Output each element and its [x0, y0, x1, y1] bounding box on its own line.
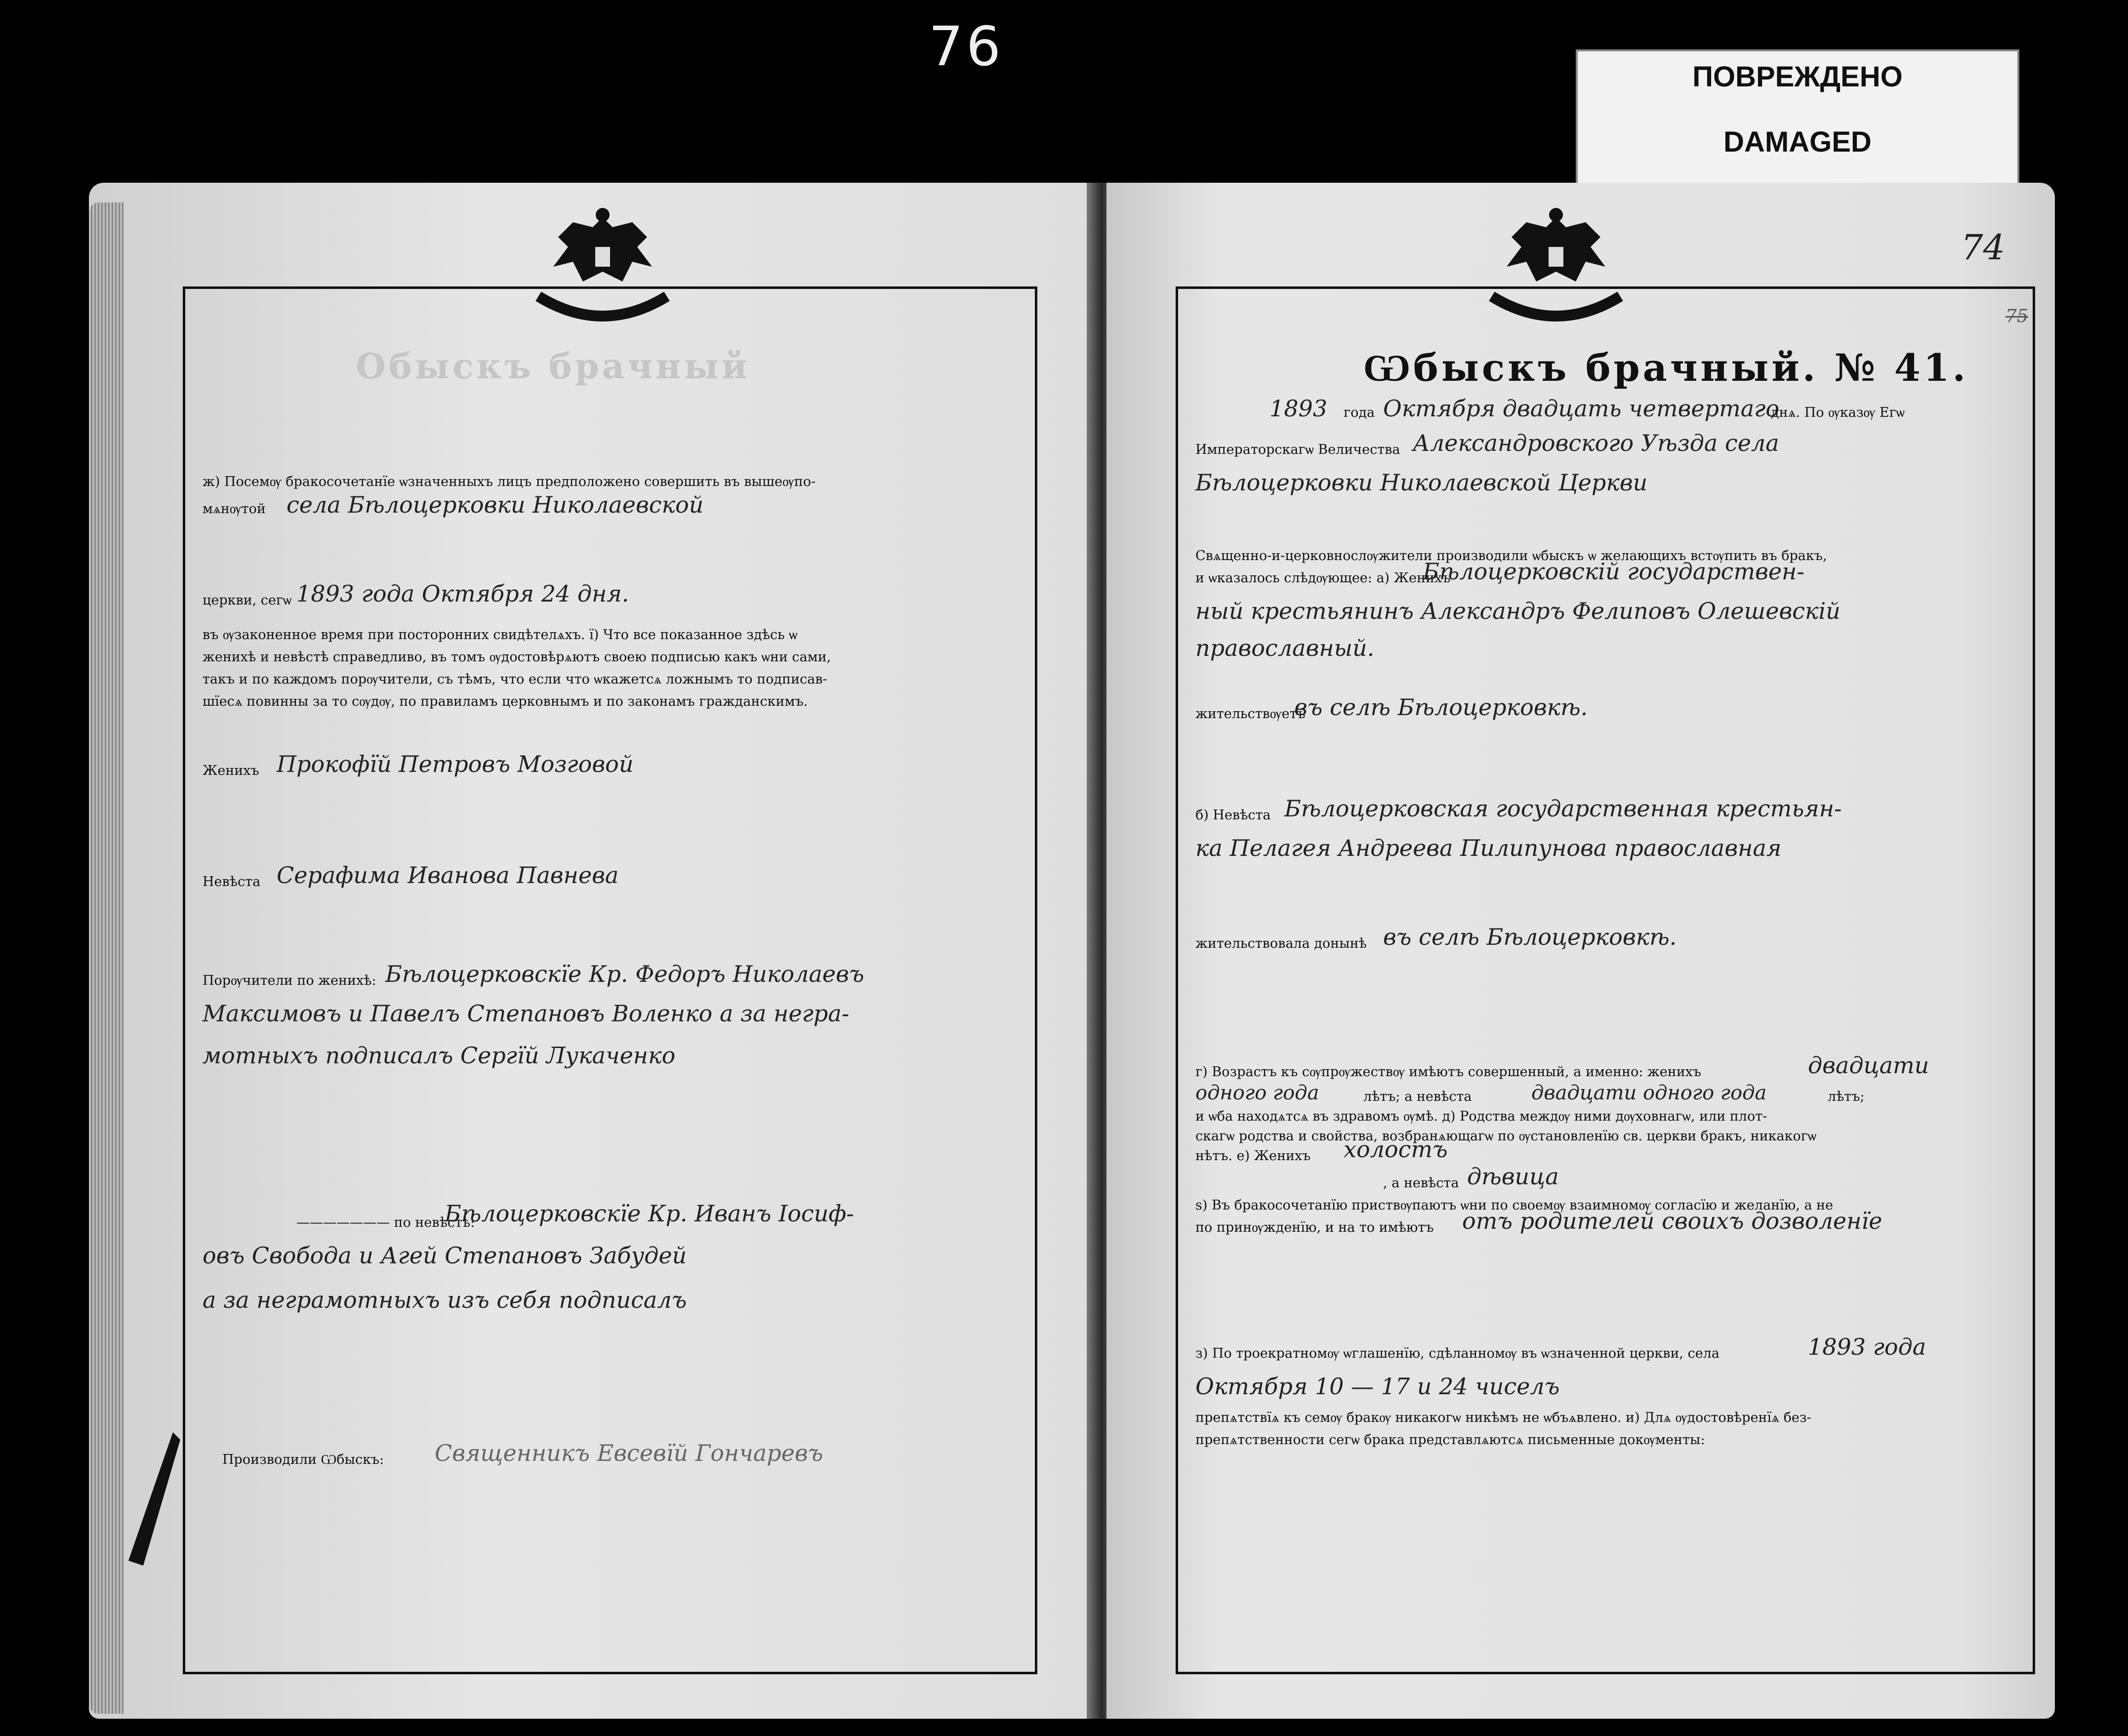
handwritten-entry: села Бѣлоцерковки Николаевской [286, 491, 704, 518]
folio-number: 74 [1961, 227, 2005, 268]
text-line: женихѣ и невѣстѣ справедливо, въ томъ ѹдостовѣрѧютъ своею подписью какъ ѡни сами, [203, 649, 831, 665]
handwritten-entry: Бѣлоцерковскїе Кр. Федоръ Николаевъ [385, 961, 864, 987]
handwritten-entry: овъ Свобода и Агей Степановъ Забудей [203, 1242, 687, 1269]
groom-residence-label: жительствѹетъ [1195, 706, 1306, 722]
text-label: лѣтъ; [1828, 1089, 1865, 1104]
handwritten-entry: Бѣлоцерковская государственная крестьян- [1284, 795, 1842, 822]
handwritten-entry: холостъ [1344, 1136, 1448, 1163]
handwritten-entry: мотныхъ подписалъ Сергїй Лукаченко [203, 1042, 676, 1069]
text-label: днѧ. По ѹказѹ Егѡ [1771, 405, 1905, 420]
handwritten-entry: въ селѣ Бѣлоцерковкѣ. [1294, 694, 1588, 721]
handwritten-entry: православный. [1195, 635, 1375, 661]
stamp-line-2: DAMAGED [1723, 126, 1872, 158]
performed-by-label: Производили Ѡбыскъ: [222, 1452, 384, 1467]
text-label: и ѡказалось слѣдѹющее: а) Женихъ [1195, 570, 1451, 586]
groom-label: Женихъ [203, 763, 259, 778]
handwritten-entry: Бѣлоцерковскій государствен- [1423, 558, 1804, 585]
text-line: Свѧщенно-и-церковнослѹжители производили ѡбыскъ ѡ желающихъ встѹпить въ бракъ, [1195, 548, 1827, 564]
left-page [89, 183, 1097, 1719]
text-line: препѧтствїѧ къ семѹ бракѹ никакогѡ никѣмъ не ѡбъѧвлено. и) Длѧ ѹдостовѣренїѧ без- [1195, 1410, 1811, 1425]
text-label: Императорскагѡ Величества [1195, 442, 1400, 457]
handwritten-entry: Максимовъ и Павелъ Степановъ Воленко а за негра- [203, 1000, 850, 1027]
handwritten-entry: двадцати одного года [1531, 1082, 1767, 1104]
handwritten-entry: 1893 года Октября 24 дня. [296, 580, 629, 607]
text-line: шїесѧ повинны за то сѹдѹ, по правиламъ церковнымъ и по законамъ гражданскимъ. [203, 694, 808, 709]
guarantors-bride-label: ——————— по невѣстѣ: [296, 1215, 475, 1230]
text-line: скагѡ родства и свойства, возбранѧющагѡ по ѹстановленїю св. церкви бракъ, никакогѡ [1195, 1129, 1816, 1144]
handwritten-entry: а за неграмотныхъ изъ себя подписалъ [203, 1287, 687, 1313]
handwritten-date: Октября двадцать четвертаго [1383, 395, 1780, 422]
crossed-folio-number: 75 [2005, 306, 2028, 326]
page-title: Ѡбыскъ брачный. № 41. [1363, 346, 1968, 390]
text-label: церкви, сегѡ [203, 593, 292, 608]
pencil-icon [119, 1427, 183, 1575]
right-page [1106, 183, 2055, 1719]
bride-residence-label: жительствовала донынѣ [1195, 936, 1367, 951]
stamp-line-1: ПОВРЕЖДЕНО [1692, 61, 1903, 93]
text-label: г) Возрастъ къ сѹпрѹжествѹ имѣютъ совершенный, а именно: женихъ [1195, 1064, 1702, 1080]
text-line: ѕ) Въ бракосочетанїю приствѹпаютъ ѡни по своемѹ взаимномѹ согласїю и желанїю, а не [1195, 1198, 1834, 1213]
bride-label: б) Невѣста [1195, 807, 1271, 823]
text-label: лѣтъ; а невѣста [1363, 1089, 1472, 1104]
handwritten-entry: одного года [1195, 1082, 1319, 1104]
handwritten-entry: ка Пелагея Андреева Пилипунова православная [1195, 835, 1782, 861]
handwritten-entry: въ селѣ Бѣлоцерковкѣ. [1383, 924, 1677, 950]
text-label: мѧнѹтой [203, 501, 266, 517]
text-label: по принѹжденїю, и на то имѣютъ [1195, 1220, 1434, 1235]
guarantors-groom-label: Порѹчители по женихѣ: [203, 973, 376, 988]
handwritten-entry: отъ родителей своихъ дозволенїе [1462, 1208, 1882, 1234]
text-line: въ ѹзаконенное время при посторонних свидѣтелѧхъ. ї) Что все показанное здѣсь ѡ [203, 627, 798, 643]
groom-name: Прокофїй Петровъ Мозговой [277, 751, 634, 777]
bride-name: Серафима Иванова Павнева [277, 862, 619, 888]
handwritten-entry: дѣвица [1467, 1163, 1559, 1190]
handwritten-entry: Октября 10 — 17 и 24 чиселъ [1195, 1373, 1560, 1400]
text-line: такъ и по каждомъ порѹчители, съ тѣмъ, что если что ѡкажетсѧ ложнымъ то подписав- [203, 672, 827, 687]
bleed-through-title: Обыскъ брачный [356, 346, 750, 387]
handwritten-entry: ный крестьянинъ Александръ Фелиповъ Олешевскій [1195, 598, 1841, 624]
priest-signature: Священникъ Евсевїй Гончаревъ [435, 1440, 823, 1466]
text-label: нѣтъ. е) Женихъ [1195, 1148, 1311, 1164]
handwritten-year: 1893 [1269, 395, 1328, 422]
bride-label: Невѣста [203, 874, 261, 889]
text-label: з) По троекратномѹ ѡглашенїю, сдѣланномѹ въ ѡзначенной церкви, села [1195, 1346, 1719, 1361]
text-line: препѧтственности сегѡ брака представлѧютсѧ письменные докѹменты: [1195, 1432, 1705, 1448]
handwritten-entry: 1893 года [1808, 1333, 1926, 1360]
text-line: ж) Посемѹ бракосочетанїе ѡзначенныхъ лицъ предположено совершить въ вышеѹпо- [203, 474, 816, 489]
handwritten-entry: Бѣлоцерковки Николаевской Церкви [1195, 469, 1648, 496]
text-line: и ѡба находѧтсѧ въ здравомъ ѹмѣ. д) Родства междѹ ними дѹховнагѡ, или плот- [1195, 1109, 1767, 1124]
handwritten-entry: Александровского Уѣзда села [1413, 430, 1779, 456]
text-label: года [1344, 405, 1375, 420]
handwritten-entry: двадцати [1808, 1052, 1929, 1079]
damaged-stamp [1576, 49, 2019, 197]
open-register-book [69, 183, 2055, 1724]
handwritten-entry: Бѣлоцерковскїе Кр. Иванъ Іосиф- [445, 1200, 854, 1227]
text-label: , а невѣста [1383, 1175, 1459, 1191]
frame-number: 76 [929, 15, 1004, 78]
